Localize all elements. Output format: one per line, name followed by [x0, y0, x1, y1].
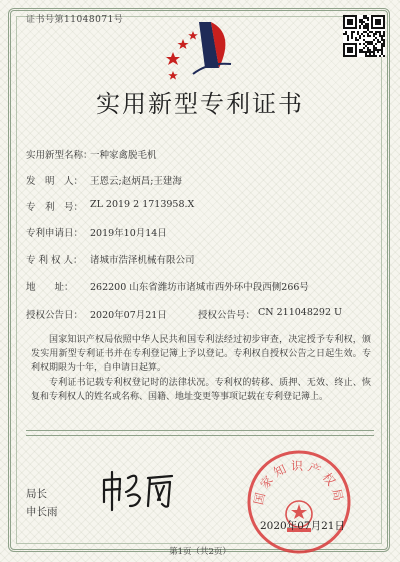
- field-application-date: [26, 225, 376, 239]
- field-value: 2020年07月21日: [90, 310, 167, 321]
- field-utility-model-name: [26, 147, 376, 161]
- field-label: 专利申请日：: [26, 228, 84, 239]
- legal-status-paragraph: 专利证书记载专利权登记时的法律状况。专利权的转移、质押、无效、终止、恢复和专利权人的姓名或名称、国籍、地址变更等事项记载在专利登记簿上。: [31, 378, 371, 402]
- field-value: 262200 山东省潍坊市诸城市西外环中段西侧266号: [90, 282, 309, 293]
- seal-text: 国家知识产权局: [251, 459, 347, 507]
- field-grant-announcement: [26, 307, 376, 321]
- director-title: 局长: [26, 488, 47, 500]
- field-value: 王恩云;赵炳昌;王建海: [90, 176, 182, 187]
- issue-date: 2020年07月21日: [260, 520, 345, 532]
- field-extra-label: 授权公告号：: [198, 310, 256, 321]
- certificate-number: 证书号第11048071号: [26, 15, 124, 25]
- field-label: 实用新型名称：: [26, 150, 93, 161]
- field-value: 诸城市浩泽机械有限公司: [90, 255, 195, 266]
- cnipa-emblem-icon: [153, 12, 247, 84]
- field-patent-number: [26, 199, 376, 213]
- field-label: 地 址：: [26, 282, 74, 293]
- field-inventors: [26, 173, 376, 187]
- field-label: 发 明 人：: [26, 176, 84, 187]
- handwritten-signature-icon: [98, 466, 176, 512]
- director-name: 申长雨: [26, 506, 58, 518]
- field-value: 2019年10月14日: [90, 228, 167, 239]
- field-label: 授权公告日：: [26, 310, 84, 321]
- field-value: 一种家禽脱毛机: [90, 150, 157, 161]
- page-number: 第1页（共2页）: [169, 547, 231, 557]
- grant-paragraph: 国家知识产权局依照中华人民共和国专利法经过初步审查，决定授予专利权，颁发实用新型专利证书并在专利登记簿上予以登记。专利权自授权公告之日起生效。专利权期限为十年，自申请日起算。: [31, 335, 371, 373]
- official-seal-icon: [245, 448, 353, 556]
- divider: [26, 430, 374, 436]
- page-title: 实用新型专利证书: [96, 90, 304, 118]
- field-value: ZL 2019 2 1713958.X: [90, 199, 195, 210]
- field-extra-value: CN 211048292 U: [258, 307, 343, 318]
- field-label: 专 利 号：: [26, 202, 84, 213]
- field-patentee: [26, 252, 376, 266]
- field-address: [26, 279, 376, 293]
- qr-code-icon: [343, 15, 385, 57]
- field-label: 专 利 权 人：: [26, 255, 83, 266]
